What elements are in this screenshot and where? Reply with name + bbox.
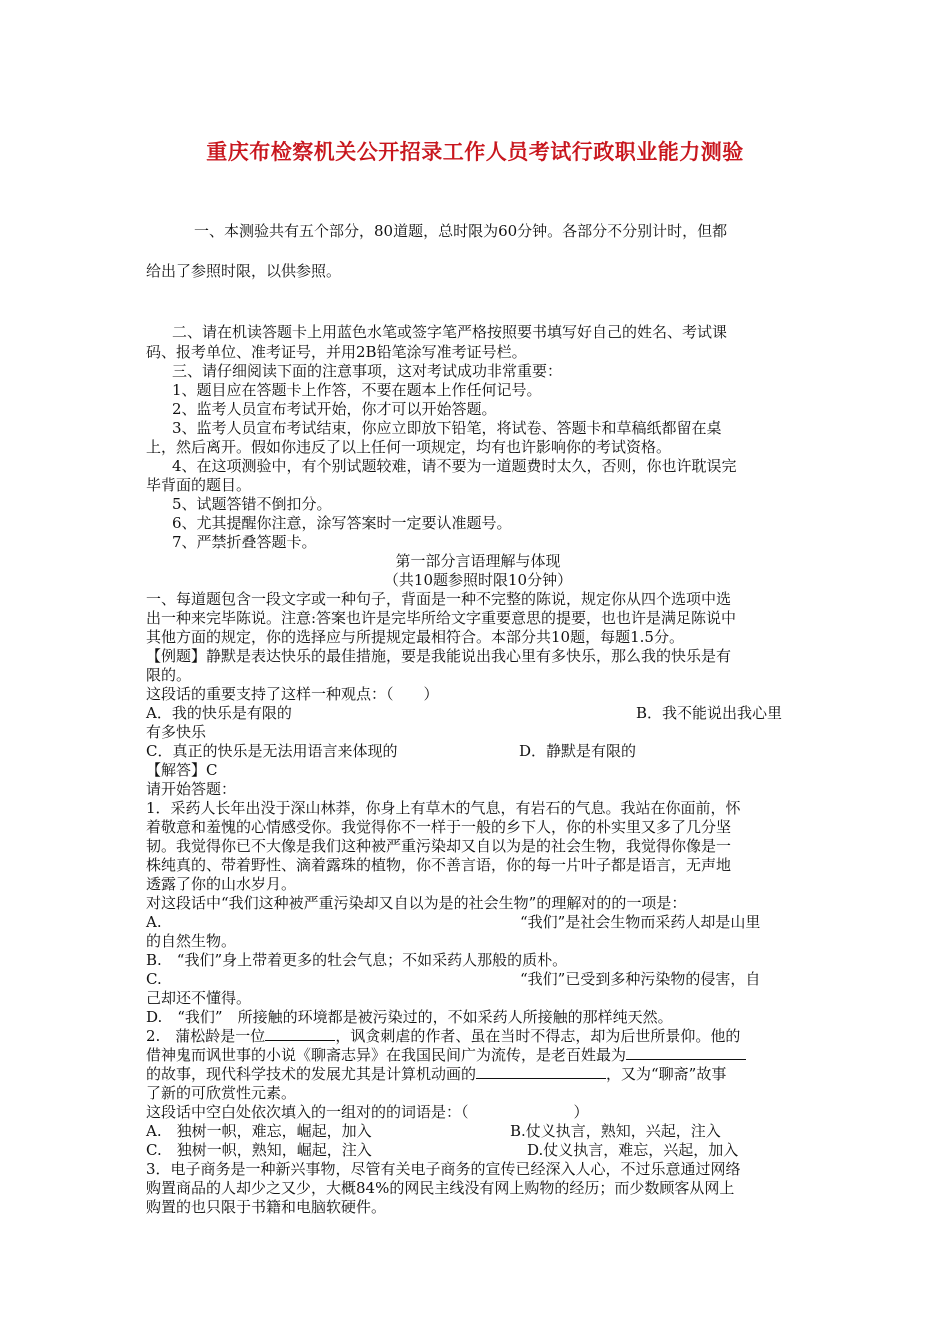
fill-blank-2 <box>626 1045 746 1060</box>
q1-option-b: B. “我们”身上带着更多的牡会气息；不如采药人那般的质朴。 <box>146 951 568 969</box>
part-1-subheading: （共10题参照时限10分钟） <box>383 571 573 589</box>
intro-line-1: 一、本测验共有五个部分，80道题，总时限为60分钟。各部分不分别计时，但都 <box>194 222 728 240</box>
q2-option-b: B.仗义执言，熟知，兴起，注入 <box>510 1122 721 1140</box>
q2-option-d: D.仗义执言，难忘，兴起，加入 <box>527 1141 739 1159</box>
q3-passage-line-3: 购置的也只限于书籍和电脑软硬件。 <box>146 1198 387 1216</box>
note-2-line-1: 二、请在机读答题卡上用蓝色水笔或签字笔严格按照要书填写好自己的姓名、考试课 <box>172 323 728 341</box>
note-item-4-line-1: 4、在这项测验中，有个别试题较难，请不要为一道题费时太久，否则，你也许耽误完 <box>172 457 737 475</box>
q1-passage-line-2: 着敬意和羞愧的心情感受你。我觉得你不一样于一般的乡下人，你的朴实里又多了几分坚 <box>146 818 732 836</box>
directions-line-3: 其他方面的规定，你的选择应与所提规定最相符合。本部分共10题，每题1.5分。 <box>146 628 684 646</box>
q3-passage-line-1: 3．电子商务是一种新兴事物，尽管有关电子商务的宣传已经深入人心，不过乐意通过网络 <box>146 1160 741 1178</box>
directions-line-2: 出一种来完毕陈说。注意:答案也许是完毕所给文字重要意思的提要，也也许是满足陈说中 <box>146 609 737 627</box>
start-prompt: 请开始答题： <box>146 780 237 798</box>
note-item-2: 2、监考人员宣布考试开始，你才可以开始答题。 <box>172 400 497 418</box>
q2-text-2: ，讽贪刺虐的作者、虽在当时不得志，却为后世所景仰。他的 <box>335 1027 741 1045</box>
q2-text-3: 借神鬼而讽世事的小说《聊斋志异》在我国民间广为流传，是老百姓最为 <box>146 1046 627 1064</box>
q2-text-4: 的故事，现代科学技术的发展尤其是计算机动画的 <box>146 1065 477 1083</box>
note-item-6: 6、尤其提醒你注意，涂写答案时一定要认准题号。 <box>172 514 512 532</box>
q1-option-d: D. “我们” 所接触的环境都是被污染过的，不如采药人所接触的那样纯天然。 <box>146 1008 673 1026</box>
q1-passage-line-1: 1．采药人长年出没于深山林莽，你身上有草木的气息，有岩石的气息。我站在你面前，怀 <box>146 799 741 817</box>
example-option-b-line-2: 有多快乐 <box>146 723 207 741</box>
q1-question: 对这段话中“我们这种被严重污染却又自以为是的社会生物”的理解对的的一项是： <box>146 894 687 912</box>
example-option-b-line-1: B．我不能说出我心里 <box>636 704 783 722</box>
q2-option-c: C. 独树一帜，熟知，崛起，注入 <box>146 1141 372 1159</box>
q1-passage-line-4: 株纯真的、带着野性、滴着露珠的植物，你不善言语，你的每一片叶子都是语言，无声地 <box>146 856 732 874</box>
q1-option-a-text: “我们”是社会生物而采药人却是山里 <box>520 913 761 931</box>
q3-passage-line-2: 购置商品的人却少之又少，大概84%的网民主线没有网上购物的经历；而少数顾客从网上 <box>146 1179 735 1197</box>
note-item-4-line-2: 毕背面的题目。 <box>146 476 252 494</box>
q1-option-c-label: C. <box>146 970 162 988</box>
note-item-3-line-1: 3、监考人员宣布考试结束，你应立即放下铅笔，将试卷、答题卡和草稿纸都留在桌 <box>172 419 722 437</box>
example-option-d: D．静默是有限的 <box>519 742 637 760</box>
q2-passage-line-3 <box>146 1064 810 1084</box>
note-item-7: 7、严禁折叠答题卡。 <box>172 533 317 551</box>
q2-passage-line-2 <box>146 1045 810 1065</box>
q2-text-1: 2. 蒲松龄是一位 <box>146 1027 266 1045</box>
note-item-3-line-2: 上，然后离开。假如你违反了以上任何一项规定，均有也许影响你的考试资格。 <box>146 438 672 456</box>
q2-question: 这段话中空白处依次填入的一组对的的词语是：（ ） <box>146 1103 589 1121</box>
q2-option-a: A. 独树一帜，难忘，崛起，加入 <box>146 1122 372 1140</box>
q1-passage-line-5: 透露了你的山水岁月。 <box>146 875 297 893</box>
note-item-1: 1、题目应在答题卡上作答，不要在题本上作任何记号。 <box>172 381 542 399</box>
example-line-1: 【例题】静默是表达快乐的最佳措施，要是我能说出我心里有多快乐，那么我的快乐是有 <box>146 647 732 665</box>
example-option-c: C．真正的快乐是无法用语言来体现的 <box>146 742 398 760</box>
example-line-2: 限的。 <box>146 666 192 684</box>
document-title: 重庆布检察机关公开招录工作人员考试行政职业能力测验 <box>206 140 744 164</box>
q1-option-c-text: “我们”已受到多种污染物的侵害，自 <box>520 970 761 988</box>
q2-passage-line-4: 了新的可欣赏性元素。 <box>146 1084 297 1102</box>
part-1-heading: 第一部分言语理解与体现 <box>395 552 561 570</box>
fill-blank-3 <box>476 1064 606 1079</box>
example-answer: 【解答】C <box>146 761 218 779</box>
directions-line-1: 一、每道题包含一段文字或一种句子，背面是一种不完整的陈说，规定你从四个选项中选 <box>146 590 732 608</box>
note-2-line-2: 码、报考单位、准考证号，并用2B铅笔涂写准考证号栏。 <box>146 343 527 361</box>
example-option-a: A．我的快乐是有限的 <box>146 704 292 722</box>
q1-option-c-cont: 己却还不懂得。 <box>146 989 252 1007</box>
intro-line-2: 给出了参照时限，以供参照。 <box>146 262 342 280</box>
q1-passage-line-3: 韧。我觉得你已不大像是我们这种被严重污染却又自以为是的社会生物，我觉得你像是一 <box>146 837 732 855</box>
q2-text-5: ，又为“聊斋”故事 <box>606 1065 727 1083</box>
note-3: 三、请仔细阅读下面的注意事项，这对考试成功非常重要： <box>172 362 563 380</box>
q1-option-a-label: A. <box>146 913 162 931</box>
q2-passage-line-1 <box>146 1026 810 1046</box>
note-item-5: 5、试题答错不倒扣分。 <box>172 495 332 513</box>
q1-option-a-cont: 的自然生物。 <box>146 932 237 950</box>
example-question: 这段话的重要支持了这样一种观点：（ ） <box>146 685 439 703</box>
fill-blank-1 <box>265 1026 335 1041</box>
